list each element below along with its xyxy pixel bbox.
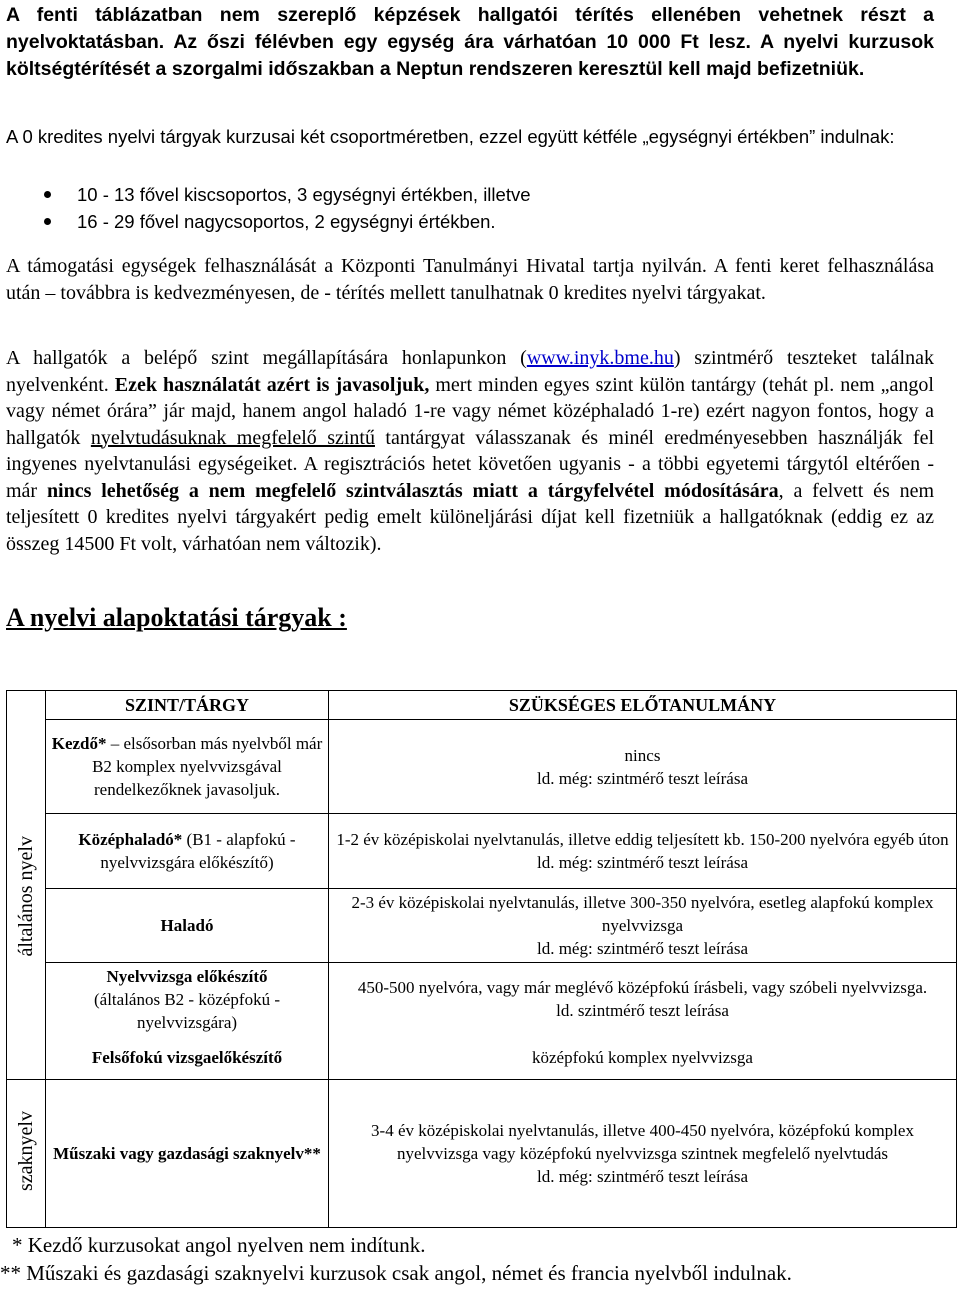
course-levels-table (6, 690, 957, 1228)
credits-paragraph: A 0 kredites nyelvi tárgyak kurzusai két csoportméretben, ezzel együtt kétféle „egységnyi értékben” indulnak: (6, 126, 895, 147)
prereq-cell: 3-4 év középiskolai nyelvtanulás, illetve 400-450 nyelvóra, középfokú komplex nyelvvizsga vagy középfokú nyelvvizsga szintnek megfelelő nyelvtudás ld. még: szintmérő teszt leírása (329, 1080, 957, 1228)
bullet-icon (44, 191, 51, 198)
footnote-2: ** Műszaki és gazdasági szaknyelvi kurzusok csak angol, német és francia nyelvből indulnak. (0, 1261, 792, 1285)
table-row (7, 889, 957, 963)
fee-paragraph: A fenti táblázatban nem szereplő képzések hallgatói térítés ellenében vehetnek részt a nyelvoktatásban. Az őszi félévben egy egység ára várhatóan 10 000 Ft lesz. A nyelvi kurzusok költségtérítését a szorgalmi időszakban a Neptun rendszeren keresztül kell majd befizetniük. (6, 4, 934, 80)
prereq-cell: középfokú komplex nyelvvizsga (329, 1036, 957, 1080)
header-level: SZINT/TÁRGY (46, 691, 329, 720)
level-cell: Haladó (46, 889, 329, 963)
table-row (7, 963, 957, 1036)
footnote-1: * Kezdő kurzusokat angol nyelven nem indítunk. (12, 1233, 426, 1257)
section-heading: A nyelvi alapoktatási tárgyak : (6, 603, 347, 632)
table-row (7, 1080, 957, 1228)
prereq-cell: 2-3 év középiskolai nyelvtanulás, illetve 300-350 nyelvóra, esetleg alapfokú komplex nyelvvizsga ld. még: szintmérő teszt leírása (329, 889, 957, 963)
levels-paragraph: A hallgatók a belépő szint megállapítására honlapunkon (www.inyk.bme.hu) szintmérő teszteket találnak nyelvenként. Ezek használatát azért is javasoljuk, mert minden egyes szint külön tantárgy (tehát pl. nem „angol vagy német órára” jár majd, hanem angol haladó 1-re vagy német középhaladó 1-re) ezért nagyon fontos, hogy a hallgatók nyelvtudásuknak megfelelő szintű tantárgyat válasszanak és minél eredményesebben használják fel ingyenes nyelvtanulási egységeiket. A regisztrációs hetet követően ugyanis - a többi egyetemi tárgytól eltérően - már nincs lehetőség a nem megfelelő szintválasztás miatt a tárgyfelvétel módosítására, a felvett és nem teljesített 0 kredites nyelvi tárgyakért pedig emelt különeljárási díjat kell fizetniük a hallgatóknak (eddig ez az összeg 14500 Ft volt, várhatóan nem változik). (6, 347, 935, 555)
level-cell: Felsőfokú vizsgaelőkészítő (46, 1036, 329, 1080)
group-size-list (6, 181, 934, 235)
group-label-general: általános nyelv (14, 835, 37, 957)
support-paragraph: A támogatási egységek felhasználását a Központi Tanulmányi Hivatal tartja nyilván. A fenti keret felhasználása után – továbbra is kedvezményesen, de - térítés mellett tanulhatnak 0 kredites nyelvi tárgyakat. (6, 255, 934, 304)
prereq-cell: 1-2 év középiskolai nyelvtanulás, illetve eddig teljesített kb. 150-200 nyelvóra egyéb úton ld. még: szintmérő teszt leírása (329, 814, 957, 889)
table-row (7, 1036, 957, 1080)
level-cell: Műszaki vagy gazdasági szaknyelv** (46, 1080, 329, 1228)
website-link[interactable]: www.inyk.bme.hu (526, 347, 674, 369)
bullet-icon (44, 218, 51, 225)
prereq-cell: nincs ld. még: szintmérő teszt leírása (329, 720, 957, 814)
table-header-row (7, 691, 957, 720)
header-prereq: SZÜKSÉGES ELŐTANULMÁNY (329, 691, 957, 720)
level-cell: Középhaladó* (B1 - alapfokú - nyelvvizsgára előkészítő) (46, 814, 329, 889)
list-item: 16 - 29 fővel nagycsoportos, 2 egységnyi értékben. (6, 208, 934, 235)
level-cell: Kezdő* – elsősorban más nyelvből már B2 komplex nyelvvizsgával rendelkezőknek javasoljuk. (46, 720, 329, 814)
group-label-special: szaknyelv (14, 1110, 37, 1191)
table-row (7, 814, 957, 889)
prereq-cell: 450-500 nyelvóra, vagy már meglévő középfokú írásbeli, vagy szóbeli nyelvvizsga. ld. szintmérő teszt leírása (329, 963, 957, 1036)
level-cell: Nyelvvizsga előkészítő (általános B2 - középfokú - nyelvvizsgára) (46, 963, 329, 1036)
list-item: 10 - 13 fővel kiscsoportos, 3 egységnyi értékben, illetve (6, 181, 934, 208)
table-row (7, 720, 957, 814)
